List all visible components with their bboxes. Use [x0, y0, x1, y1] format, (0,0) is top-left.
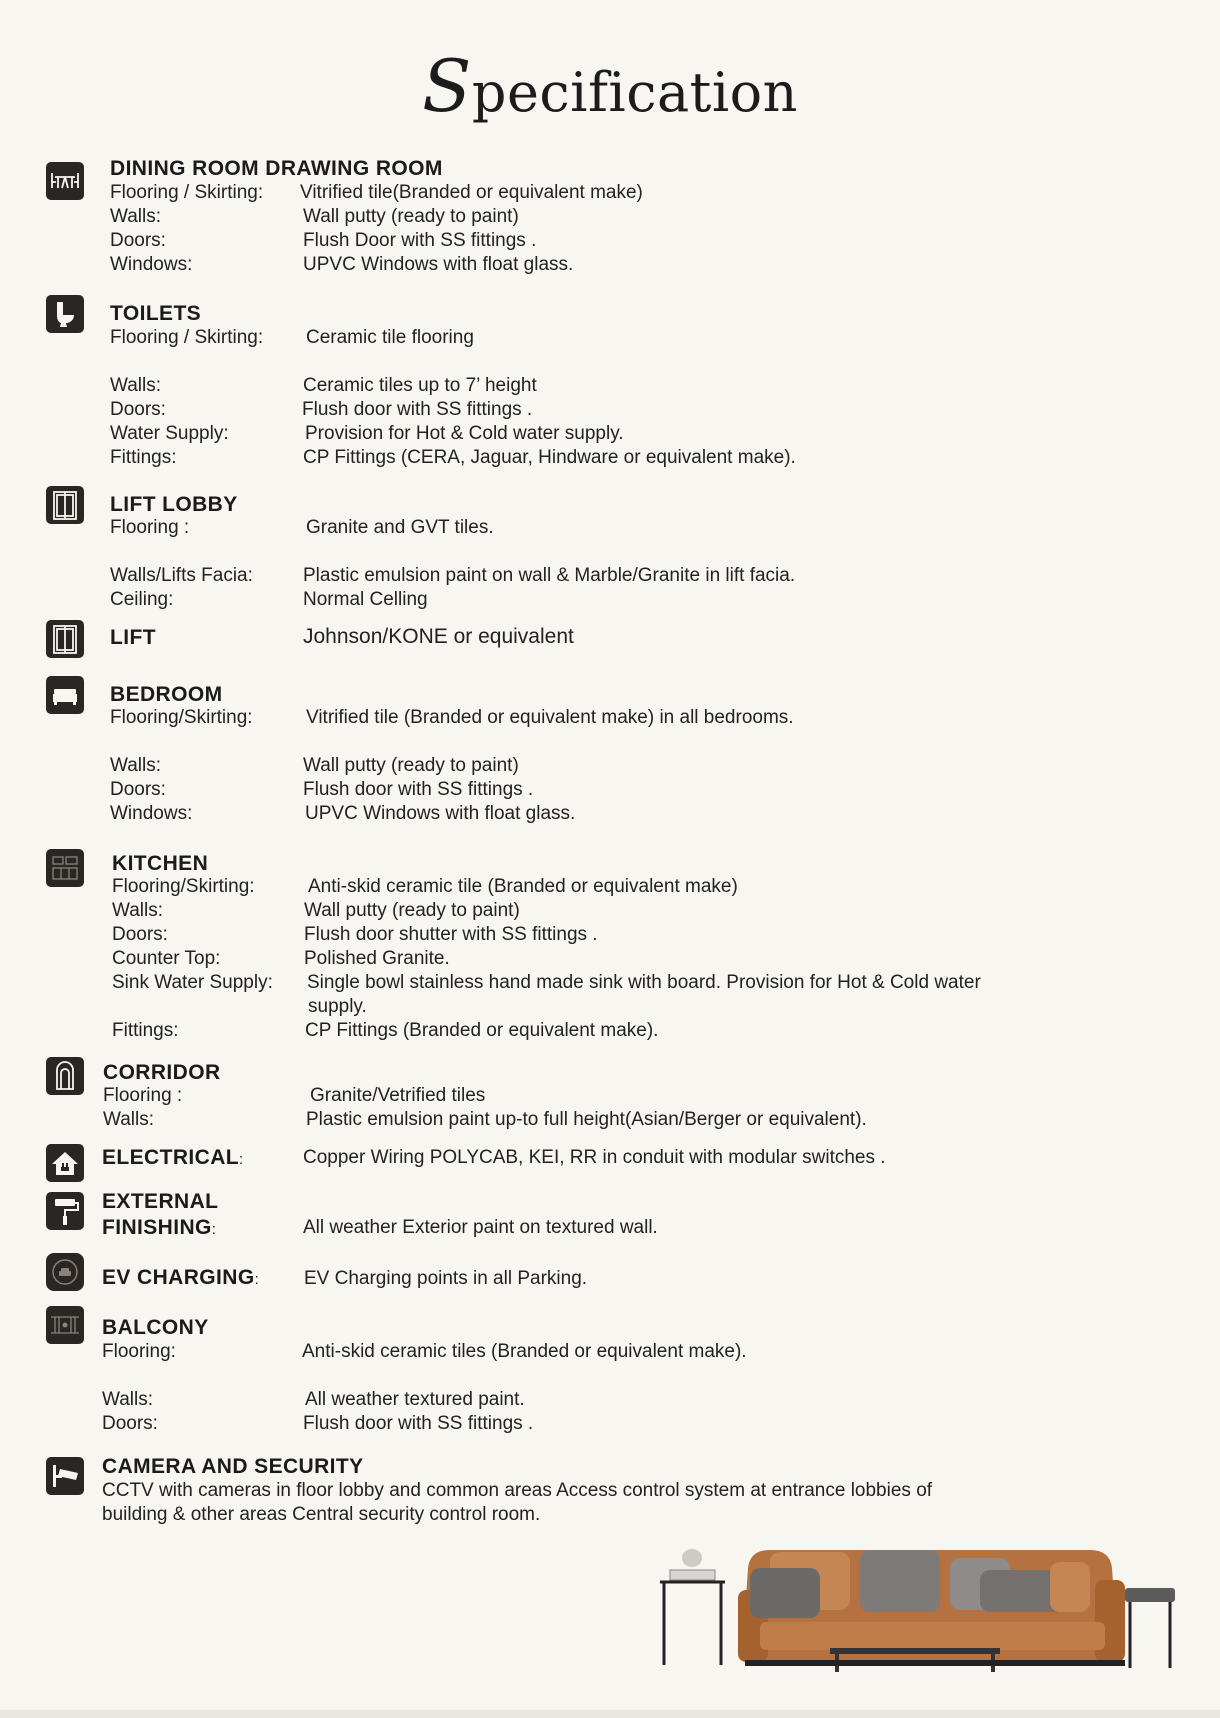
page-title: [0, 44, 1220, 128]
section-title-external-line1: EXTERNAL: [102, 1190, 219, 1213]
spec-value-external: All weather Exterior paint on textured wall.: [303, 1217, 658, 1238]
section-title-toilets: TOILETS: [110, 302, 202, 325]
spec-value-ev: EV Charging points in all Parking.: [304, 1268, 588, 1289]
camera-line-1: CCTV with cameras in floor lobby and common areas Access control system at entrance lobbies of: [102, 1480, 933, 1501]
house-plug-icon: [46, 1144, 84, 1182]
paint-roller-icon: [46, 1192, 84, 1230]
section-title-bedroom: BEDROOM: [110, 683, 223, 706]
spec-value-electrical: Copper Wiring POLYCAB, KEI, RR in conduit with modular switches .: [303, 1147, 886, 1168]
lift-icon: [46, 620, 84, 658]
sofa-illustration: [650, 1530, 1190, 1680]
camera-line-2: building & other areas Central security control room.: [102, 1504, 541, 1525]
section-title-lift: LIFT: [110, 626, 156, 649]
bed-icon: [46, 676, 84, 714]
spec-value-lift: Johnson/KONE or equivalent: [303, 625, 574, 648]
section-title-dining: DINING ROOM DRAWING ROOM: [110, 157, 443, 180]
section-title-kitchen: KITCHEN: [112, 852, 209, 875]
balcony-icon: [46, 1306, 84, 1344]
corridor-door-icon: [46, 1057, 84, 1095]
title-initial: S: [422, 44, 472, 128]
title-rest: pecification: [471, 61, 798, 124]
spec-text-camera: [102, 1479, 1122, 1527]
section-title-lift-lobby: LIFT LOBBY: [110, 493, 238, 516]
toilet-icon: [46, 295, 84, 333]
section-title-electrical: ELECTRICAL:: [102, 1146, 244, 1169]
dining-table-icon: [46, 162, 84, 200]
lift-door-icon: [46, 486, 84, 524]
section-title-corridor: CORRIDOR: [103, 1061, 221, 1084]
kitchen-icon: [46, 849, 84, 887]
cctv-camera-icon: [46, 1457, 84, 1495]
ev-charger-icon: [46, 1253, 84, 1291]
section-title-external-line2: FINISHING:: [102, 1216, 217, 1239]
section-title-balcony: BALCONY: [102, 1316, 209, 1339]
section-title-ev: EV CHARGING:: [102, 1266, 260, 1289]
section-title-camera: CAMERA AND SECURITY: [102, 1455, 364, 1478]
side-table: [660, 1582, 725, 1665]
bottom-border: [0, 1710, 1220, 1718]
